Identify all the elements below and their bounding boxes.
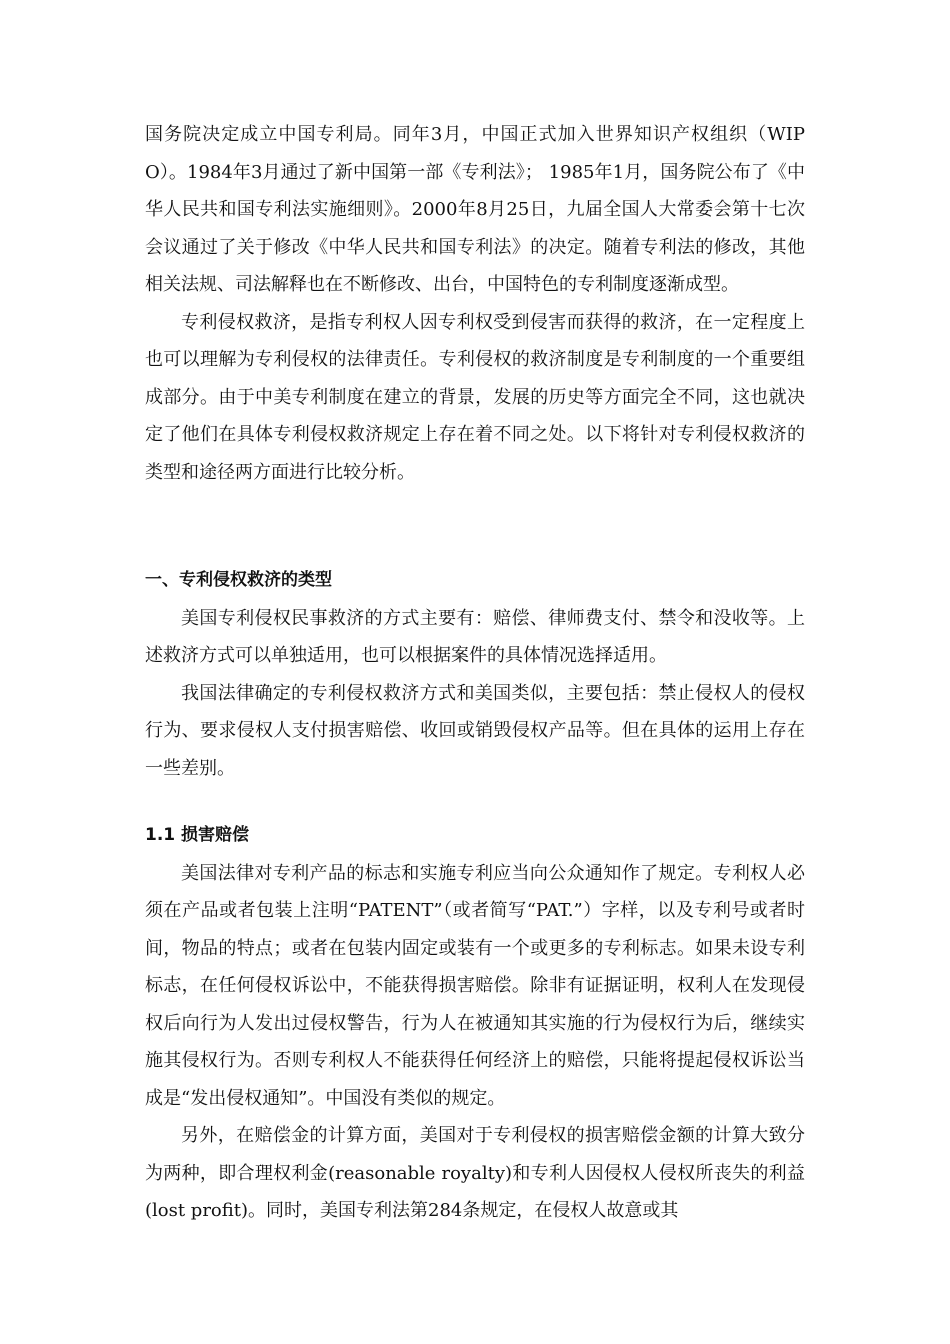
- paragraph-damages-calculation: 另外，在赔偿金的计算方面，美国对于专利侵权的损害赔偿金额的计算大致分为两种，即合理权利金(reasonable royalty)和专利人因侵权人侵权所丧失的利益(lost profit)。同时，美国专利法第284条规定，在侵权人故意或其: [145, 1125, 805, 1221]
- section-heading-remedy-types: 一、专利侵权救济的类型: [145, 570, 332, 590]
- paragraph-us-remedies: 美国专利侵权民事救济的方式主要有：赔偿、律师费支付、禁令和没收等。上述救济方式可以单独适用，也可以根据案件的具体情况选择适用。: [145, 607, 805, 666]
- body-section-1: [145, 116, 805, 491]
- body-section-2: [145, 562, 805, 787]
- body-section-3: [145, 817, 805, 1230]
- paragraph-patent-history: 国务院决定成立中国专利局。同年3月，中国正式加入世界知识产权组织（WIPO）。1984年3月通过了新中国第一部《专利法》； 1985年1月，国务院公布了《中华人民共和国专利法实施细则》。2000年8月25日，九届全国人大常委会第十七次会议通过了关于修改《中华人民共和国专利法》的决定。随着专利法的修改，其他相关法规、司法解释也在不断修改、出台，中国特色的专利制度逐渐成型。: [145, 124, 805, 295]
- subsection-heading-damages: 1.1 损害赔偿: [145, 825, 250, 845]
- paragraph-remedy-definition: 专利侵权救济，是指专利权人因专利权受到侵害而获得的救济，在一定程度上也可以理解为专利侵权的法律责任。专利侵权的救济制度是专利制度的一个重要组成部分。由于中美专利制度在建立的背景，发展的历史等方面完全不同，这也就决定了他们在具体专利侵权救济规定上存在着不同之处。以下将针对专利侵权救济的类型和途径两方面进行比较分析。: [145, 311, 805, 483]
- paragraph-patent-marking: 美国法律对专利产品的标志和实施专利应当向公众通知作了规定。专利权人必须在产品或者包装上注明“PATENT”（或者简写“PAT.”）字样，以及专利号或者时间，物品的特点；或者在包装内固定或装有一个或更多的专利标志。如果未设专利标志，在任何侵权诉讼中，不能获得损害赔偿。除非有证据证明，权利人在发现侵权后向行为人发出过侵权警告，行为人在被通知其实施的行为侵权行为后，继续实施其侵权行为。否则专利权人不能获得任何经济上的赔偿，只能将提起侵权诉讼当成是“发出侵权通知”。中国没有类似的规定。: [145, 862, 805, 1109]
- paragraph-cn-remedies: 我国法律确定的专利侵权救济方式和美国类似，主要包括：禁止侵权人的侵权行为、要求侵权人支付损害赔偿、收回或销毁侵权产品等。但在具体的运用上存在一些差别。: [145, 682, 805, 779]
